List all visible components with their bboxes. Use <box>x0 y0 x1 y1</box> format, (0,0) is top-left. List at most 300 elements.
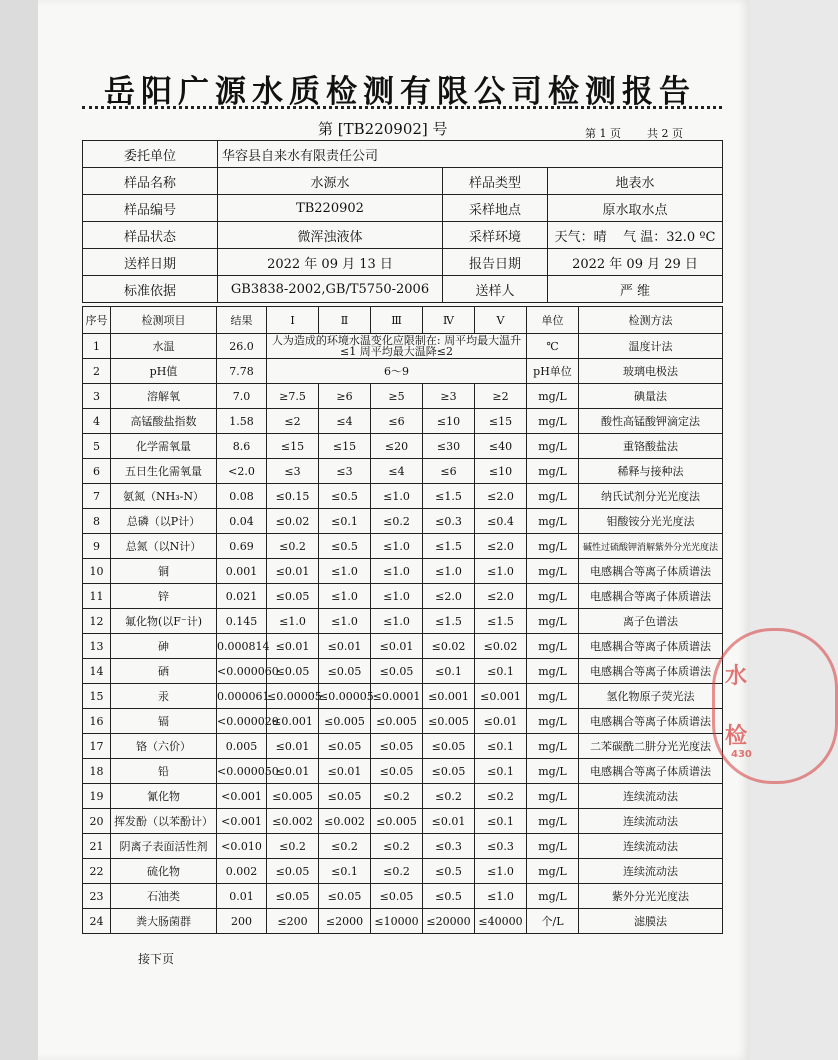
cell-result: 0.021 <box>217 584 267 609</box>
cell-method: 玻璃电极法 <box>579 359 723 384</box>
cell-item: 锌 <box>111 584 217 609</box>
cell-method: 电感耦合等离子体质谱法 <box>579 709 723 734</box>
cell-l4: ≤20000 <box>423 909 475 934</box>
report-title: 岳阳广源水质检测有限公司检测报告 <box>104 74 696 110</box>
cell-unit: mg/L <box>527 459 579 484</box>
cell-l1: ≤0.2 <box>267 834 319 859</box>
cell-item: 溶解氧 <box>111 384 217 409</box>
cell-l5: ≤0.1 <box>475 734 527 759</box>
cell-item: 石油类 <box>111 884 217 909</box>
sender-value: 严 维 <box>548 276 723 303</box>
cell-result: 8.6 <box>217 434 267 459</box>
table-row <box>83 759 723 784</box>
cell-l4: ≤0.3 <box>423 509 475 534</box>
table-row <box>83 484 723 509</box>
cell-l4: ≤0.05 <box>423 759 475 784</box>
cell-l1: ≤1.0 <box>267 609 319 634</box>
cell-result: <0.001 <box>217 809 267 834</box>
cell-unit: mg/L <box>527 709 579 734</box>
cell-l5: ≤1.0 <box>475 859 527 884</box>
column-header: 检测方法 <box>579 307 723 334</box>
cell-l5: ≤0.4 <box>475 509 527 534</box>
table-row <box>83 559 723 584</box>
cell-l1: ≤0.01 <box>267 734 319 759</box>
cell-l1: ≤0.001 <box>267 709 319 734</box>
cell-method: 紫外分光光度法 <box>579 884 723 909</box>
cell-l1: ≤2 <box>267 409 319 434</box>
column-header: Ⅴ <box>475 307 527 334</box>
results-header-row <box>83 307 723 334</box>
cell-l1: ≤0.005 <box>267 784 319 809</box>
sampling-site-label: 采样地点 <box>443 195 548 222</box>
sampling-env-label: 采样环境 <box>443 222 548 249</box>
sample-state-label: 样品状态 <box>83 222 218 249</box>
cell-method: 碘量法 <box>579 384 723 409</box>
cell-no: 14 <box>83 659 111 684</box>
cell-l3: ≤0.01 <box>371 634 423 659</box>
table-row <box>83 909 723 934</box>
column-header: 单位 <box>527 307 579 334</box>
cell-l3: ≤0.2 <box>371 784 423 809</box>
cell-unit: mg/L <box>527 434 579 459</box>
cell-l3: ≤0.005 <box>371 709 423 734</box>
cell-unit: mg/L <box>527 684 579 709</box>
cell-no: 4 <box>83 409 111 434</box>
cell-l1: ≤0.05 <box>267 659 319 684</box>
cell-l1: ≤0.15 <box>267 484 319 509</box>
cell-l4: ≤0.5 <box>423 859 475 884</box>
cell-l4: ≤1.5 <box>423 534 475 559</box>
cell-l2: ≤0.5 <box>319 484 371 509</box>
page-total: 共 2 页 <box>647 127 683 140</box>
cell-l2: ≥6 <box>319 384 371 409</box>
cell-item: pH值 <box>111 359 217 384</box>
cell-item: 镉 <box>111 709 217 734</box>
cell-no: 2 <box>83 359 111 384</box>
cell-no: 24 <box>83 909 111 934</box>
report-number: 第 [TB220902] 号 <box>318 120 448 138</box>
table-row <box>83 634 723 659</box>
cell-l3: ≤1.0 <box>371 584 423 609</box>
cell-l2: ≤4 <box>319 409 371 434</box>
sender-label: 送样人 <box>443 276 548 303</box>
cell-item: 五日生化需氧量 <box>111 459 217 484</box>
cell-l2: ≤0.2 <box>319 834 371 859</box>
cell-l5: ≤2.0 <box>475 534 527 559</box>
sampling-site-value: 原水取水点 <box>548 195 723 222</box>
cell-l4: ≥3 <box>423 384 475 409</box>
submit-date-value: 2022 年 09 月 13 日 <box>218 249 443 276</box>
cell-method: 稀释与接种法 <box>579 459 723 484</box>
column-header: 结果 <box>217 307 267 334</box>
cell-l5: ≤0.01 <box>475 709 527 734</box>
cell-unit: mg/L <box>527 409 579 434</box>
table-row <box>83 784 723 809</box>
table-row <box>83 859 723 884</box>
cell-no: 8 <box>83 509 111 534</box>
cell-l1: ≤0.05 <box>267 884 319 909</box>
cell-l2: ≤3 <box>319 459 371 484</box>
cell-l5: ≤15 <box>475 409 527 434</box>
cell-no: 21 <box>83 834 111 859</box>
cell-l5: ≤0.3 <box>475 834 527 859</box>
cell-method: 二苯碳酰二肼分光光度法 <box>579 734 723 759</box>
cell-unit: mg/L <box>527 784 579 809</box>
cell-l2: ≤0.05 <box>319 734 371 759</box>
cell-l4: ≤6 <box>423 459 475 484</box>
cell-result: 0.000814 <box>217 634 267 659</box>
cell-l5: ≤0.1 <box>475 809 527 834</box>
cell-unit: mg/L <box>527 384 579 409</box>
sample-name-value: 水源水 <box>218 168 443 195</box>
cell-l1: ≤0.02 <box>267 509 319 534</box>
cell-method: 连续流动法 <box>579 834 723 859</box>
cell-item: 硒 <box>111 659 217 684</box>
cell-item: 氨氮（NH₃-N） <box>111 484 217 509</box>
table-row <box>83 509 723 534</box>
cell-unit: mg/L <box>527 659 579 684</box>
cell-l2: ≤0.002 <box>319 809 371 834</box>
page-shadow-strip <box>0 0 38 1060</box>
cell-result: <0.000050 <box>217 759 267 784</box>
cell-l4: ≤0.2 <box>423 784 475 809</box>
cell-no: 7 <box>83 484 111 509</box>
cell-method: 电感耦合等离子体质谱法 <box>579 659 723 684</box>
table-row <box>83 434 723 459</box>
cell-unit: mg/L <box>527 634 579 659</box>
continue-note: 接下页 <box>138 952 175 966</box>
cell-l1: ≤0.2 <box>267 534 319 559</box>
cell-item: 高锰酸盐指数 <box>111 409 217 434</box>
title-dotted-divider <box>82 106 722 109</box>
cell-item: 阴离子表面活性剂 <box>111 834 217 859</box>
cell-l2: ≤0.05 <box>319 659 371 684</box>
cell-l1: ≤15 <box>267 434 319 459</box>
cell-no: 19 <box>83 784 111 809</box>
table-row <box>83 709 723 734</box>
cell-l5: ≤40 <box>475 434 527 459</box>
cell-unit: mg/L <box>527 859 579 884</box>
cell-no: 15 <box>83 684 111 709</box>
cell-method: 电感耦合等离子体质谱法 <box>579 584 723 609</box>
cell-result: 7.0 <box>217 384 267 409</box>
column-header: 检测项目 <box>111 307 217 334</box>
cell-ph-range: 6～9 <box>267 359 527 384</box>
table-row <box>83 334 723 359</box>
table-row <box>83 684 723 709</box>
cell-l1: ≤0.05 <box>267 584 319 609</box>
cell-item: 铜 <box>111 559 217 584</box>
cell-unit: mg/L <box>527 559 579 584</box>
results-table <box>82 306 723 934</box>
cell-l4: ≤0.05 <box>423 734 475 759</box>
cell-l5: ≤0.1 <box>475 759 527 784</box>
cell-result: 0.08 <box>217 484 267 509</box>
cell-l3: ≥5 <box>371 384 423 409</box>
cell-no: 17 <box>83 734 111 759</box>
cell-l2: ≤1.0 <box>319 584 371 609</box>
cell-no: 1 <box>83 334 111 359</box>
cell-result: 1.58 <box>217 409 267 434</box>
cell-result: 0.69 <box>217 534 267 559</box>
cell-unit: mg/L <box>527 584 579 609</box>
cell-l5: ≤1.0 <box>475 884 527 909</box>
cell-method: 电感耦合等离子体质谱法 <box>579 759 723 784</box>
cell-l3: ≤1.0 <box>371 484 423 509</box>
cell-l3: ≤0.05 <box>371 884 423 909</box>
sampling-env-value: 天气：晴 气 温：32.0 ºC <box>548 222 723 249</box>
info-row <box>83 276 723 303</box>
cell-method: 连续流动法 <box>579 859 723 884</box>
cell-method: 滤膜法 <box>579 909 723 934</box>
cell-l2: ≤0.05 <box>319 884 371 909</box>
cell-no: 10 <box>83 559 111 584</box>
cell-result: 0.000061 <box>217 684 267 709</box>
table-row <box>83 384 723 409</box>
cell-method: 重铬酸盐法 <box>579 434 723 459</box>
cell-method: 钼酸铵分光光度法 <box>579 509 723 534</box>
cell-l2: ≤0.01 <box>319 634 371 659</box>
cell-water-temp-note: 人为造成的环境水温变化应限制在: 周平均最大温升≤1 周平均最大温降≤2 <box>267 334 527 359</box>
cell-item: 氰化物 <box>111 784 217 809</box>
cell-l4: ≤0.01 <box>423 809 475 834</box>
cell-l4: ≤0.1 <box>423 659 475 684</box>
cell-l3: ≤6 <box>371 409 423 434</box>
cell-unit: 个/L <box>527 909 579 934</box>
cell-method: 连续流动法 <box>579 784 723 809</box>
cell-l3: ≤20 <box>371 434 423 459</box>
client-label: 委托单位 <box>83 141 218 168</box>
cell-l3: ≤1.0 <box>371 534 423 559</box>
cell-l3: ≤10000 <box>371 909 423 934</box>
cell-l4: ≤10 <box>423 409 475 434</box>
table-row <box>83 659 723 684</box>
cell-l1: ≤200 <box>267 909 319 934</box>
table-row <box>83 534 723 559</box>
cell-l4: ≤30 <box>423 434 475 459</box>
red-seal-stamp <box>712 628 838 784</box>
column-header: Ⅲ <box>371 307 423 334</box>
stamp-char: 检 <box>725 724 748 749</box>
cell-l4: ≤0.02 <box>423 634 475 659</box>
cell-result: 0.01 <box>217 884 267 909</box>
cell-unit: mg/L <box>527 484 579 509</box>
cell-unit: mg/L <box>527 809 579 834</box>
cell-unit: pH单位 <box>527 359 579 384</box>
cell-l1: ≥7.5 <box>267 384 319 409</box>
table-row <box>83 809 723 834</box>
cell-item: 总磷（以P计） <box>111 509 217 534</box>
standard-value: GB3838-2002,GB/T5750-2006 <box>218 276 443 303</box>
table-row <box>83 359 723 384</box>
cell-l3: ≤0.005 <box>371 809 423 834</box>
cell-result: 7.78 <box>217 359 267 384</box>
cell-l2: ≤0.005 <box>319 709 371 734</box>
cell-l1: ≤0.01 <box>267 759 319 784</box>
cell-unit: mg/L <box>527 534 579 559</box>
cell-l3: ≤0.2 <box>371 859 423 884</box>
cell-l2: ≤2000 <box>319 909 371 934</box>
stamp-char: 430 <box>731 749 752 760</box>
cell-no: 13 <box>83 634 111 659</box>
cell-result: <0.000060 <box>217 659 267 684</box>
report-date-label: 报告日期 <box>443 249 548 276</box>
cell-l5: ≤1.0 <box>475 559 527 584</box>
cell-l4: ≤0.3 <box>423 834 475 859</box>
cell-l3: ≤4 <box>371 459 423 484</box>
table-row <box>83 734 723 759</box>
cell-l5: ≤2.0 <box>475 584 527 609</box>
cell-unit: mg/L <box>527 609 579 634</box>
cell-l1: ≤0.05 <box>267 859 319 884</box>
cell-l3: ≤1.0 <box>371 559 423 584</box>
column-header: Ⅰ <box>267 307 319 334</box>
cell-result: 200 <box>217 909 267 934</box>
cell-result: 0.005 <box>217 734 267 759</box>
cell-no: 3 <box>83 384 111 409</box>
cell-l1: ≤0.01 <box>267 559 319 584</box>
cell-l2: ≤0.1 <box>319 509 371 534</box>
page-info <box>585 125 709 141</box>
info-row <box>83 141 723 168</box>
cell-no: 22 <box>83 859 111 884</box>
cell-l4: ≤2.0 <box>423 584 475 609</box>
cell-l5: ≤40000 <box>475 909 527 934</box>
column-header: Ⅳ <box>423 307 475 334</box>
cell-item: 砷 <box>111 634 217 659</box>
cell-l1: ≤3 <box>267 459 319 484</box>
cell-method: 连续流动法 <box>579 809 723 834</box>
cell-item: 化学需氧量 <box>111 434 217 459</box>
cell-unit: ℃ <box>527 334 579 359</box>
sample-type-value: 地表水 <box>548 168 723 195</box>
table-row <box>83 834 723 859</box>
cell-result: <0.001 <box>217 784 267 809</box>
cell-result: 0.145 <box>217 609 267 634</box>
cell-unit: mg/L <box>527 509 579 534</box>
cell-l2: ≤0.1 <box>319 859 371 884</box>
cell-l5: ≤10 <box>475 459 527 484</box>
cell-l5: ≤0.2 <box>475 784 527 809</box>
cell-no: 18 <box>83 759 111 784</box>
cell-item: 挥发酚（以苯酚计） <box>111 809 217 834</box>
cell-result: 26.0 <box>217 334 267 359</box>
cell-no: 16 <box>83 709 111 734</box>
cell-unit: mg/L <box>527 759 579 784</box>
cell-unit: mg/L <box>527 734 579 759</box>
cell-result: 0.001 <box>217 559 267 584</box>
cell-method: 氢化物原子荧光法 <box>579 684 723 709</box>
page-current: 第 1 页 <box>585 127 621 140</box>
cell-no: 23 <box>83 884 111 909</box>
report-date-value: 2022 年 09 月 29 日 <box>548 249 723 276</box>
cell-result: <2.0 <box>217 459 267 484</box>
sample-info-table <box>82 140 723 303</box>
sample-type-label: 样品类型 <box>443 168 548 195</box>
cell-l5: ≥2 <box>475 384 527 409</box>
cell-l2: ≤15 <box>319 434 371 459</box>
cell-method: 温度计法 <box>579 334 723 359</box>
cell-l1: ≤0.002 <box>267 809 319 834</box>
cell-no: 12 <box>83 609 111 634</box>
table-row <box>83 609 723 634</box>
column-header: 序号 <box>83 307 111 334</box>
cell-item: 铅 <box>111 759 217 784</box>
cell-result: 0.04 <box>217 509 267 534</box>
cell-method: 电感耦合等离子体质谱法 <box>579 559 723 584</box>
info-row <box>83 249 723 276</box>
cell-result: <0.000020 <box>217 709 267 734</box>
cell-l5: ≤1.5 <box>475 609 527 634</box>
column-header: Ⅱ <box>319 307 371 334</box>
cell-l4: ≤0.005 <box>423 709 475 734</box>
cell-l3: ≤0.2 <box>371 834 423 859</box>
table-row <box>83 409 723 434</box>
cell-l5: ≤0.1 <box>475 659 527 684</box>
cell-l2: ≤1.0 <box>319 609 371 634</box>
cell-no: 9 <box>83 534 111 559</box>
cell-l3: ≤0.05 <box>371 759 423 784</box>
cell-no: 6 <box>83 459 111 484</box>
cell-no: 20 <box>83 809 111 834</box>
cell-l2: ≤0.05 <box>319 784 371 809</box>
client-value: 华容县自来水有限责任公司 <box>218 141 723 168</box>
cell-item: 总氮（以N计） <box>111 534 217 559</box>
submit-date-label: 送样日期 <box>83 249 218 276</box>
cell-result: <0.010 <box>217 834 267 859</box>
cell-l2: ≤0.01 <box>319 759 371 784</box>
table-row <box>83 584 723 609</box>
cell-l1: ≤0.00005 <box>267 684 319 709</box>
cell-item: 粪大肠菌群 <box>111 909 217 934</box>
info-row <box>83 222 723 249</box>
table-row <box>83 884 723 909</box>
info-row <box>83 168 723 195</box>
cell-method: 酸性高锰酸钾滴定法 <box>579 409 723 434</box>
cell-item: 汞 <box>111 684 217 709</box>
cell-l3: ≤0.05 <box>371 734 423 759</box>
cell-l4: ≤1.5 <box>423 484 475 509</box>
info-row <box>83 195 723 222</box>
cell-method: 电感耦合等离子体质谱法 <box>579 634 723 659</box>
sample-no-value: TB220902 <box>218 195 443 222</box>
cell-item: 硫化物 <box>111 859 217 884</box>
table-row <box>83 459 723 484</box>
cell-item: 铬（六价） <box>111 734 217 759</box>
cell-l1: ≤0.01 <box>267 634 319 659</box>
cell-unit: mg/L <box>527 884 579 909</box>
cell-item: 氟化物(以F⁻计) <box>111 609 217 634</box>
cell-l3: ≤0.0001 <box>371 684 423 709</box>
cell-method: 碱性过硫酸钾消解紫外分光光度法 <box>579 534 723 559</box>
cell-l3: ≤1.0 <box>371 609 423 634</box>
standard-label: 标准依据 <box>83 276 218 303</box>
cell-method: 离子色谱法 <box>579 609 723 634</box>
cell-result: 0.002 <box>217 859 267 884</box>
cell-l4: ≤1.5 <box>423 609 475 634</box>
cell-l2: ≤0.00005 <box>319 684 371 709</box>
cell-method: 纳氏试剂分光光度法 <box>579 484 723 509</box>
cell-l4: ≤0.5 <box>423 884 475 909</box>
cell-l5: ≤0.001 <box>475 684 527 709</box>
cell-item: 水温 <box>111 334 217 359</box>
cell-no: 11 <box>83 584 111 609</box>
cell-l3: ≤0.05 <box>371 659 423 684</box>
sample-no-label: 样品编号 <box>83 195 218 222</box>
sample-state-value: 微浑浊液体 <box>218 222 443 249</box>
cell-l4: ≤1.0 <box>423 559 475 584</box>
cell-l4: ≤0.001 <box>423 684 475 709</box>
